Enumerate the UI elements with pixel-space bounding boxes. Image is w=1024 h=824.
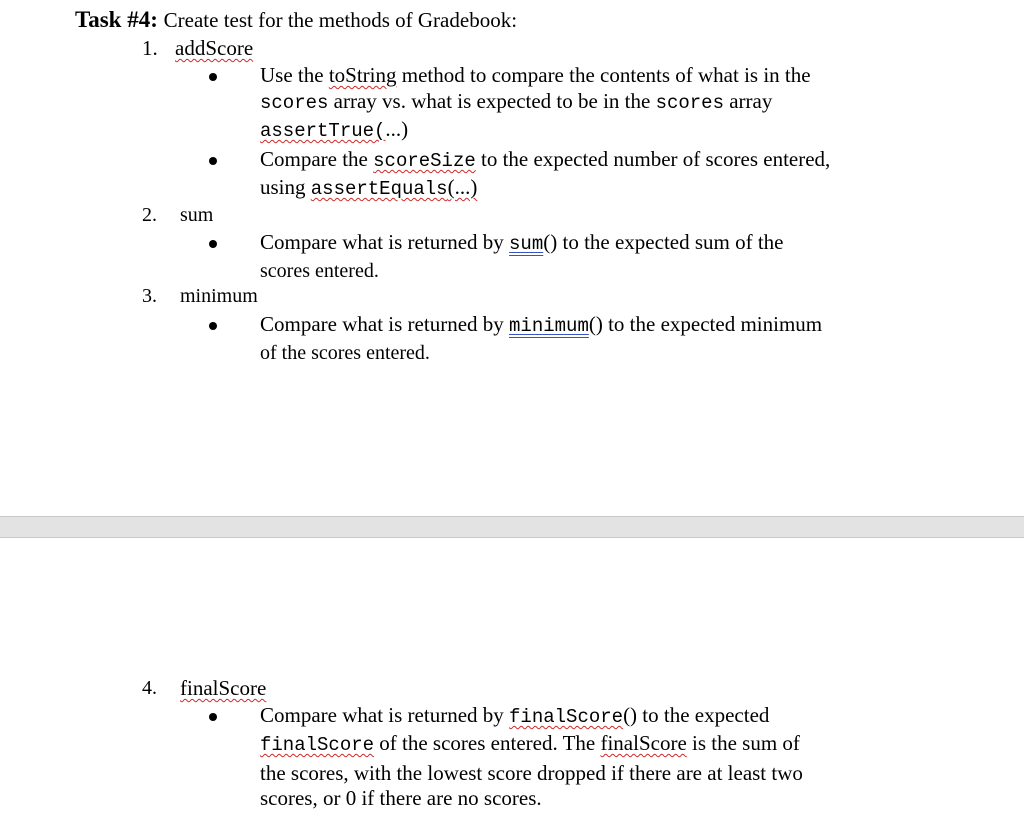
sum-bullet-line2: scores entered. [260, 260, 379, 282]
minimum-bullet-line2: of the scores entered. [260, 342, 430, 364]
list-number-3: 3. [142, 285, 157, 307]
document-page-2 [0, 538, 1024, 824]
minimum-bullet-line1: Compare what is returned by minimum() to the expected minimum [260, 312, 823, 337]
finalscore-bullet-line3: the scores, with the lowest score dropped if there are at least two [260, 761, 803, 785]
method-name-addscore: addScore [175, 36, 254, 60]
task-number: Task #4: [75, 7, 158, 32]
bullet-point [209, 322, 217, 330]
addscore-bullet1-line3: assertTrue(...) [260, 117, 409, 142]
list-number-4: 4. [142, 677, 157, 699]
addscore-bullet1-line2: scores array vs. what is expected to be in the scores array [260, 89, 773, 114]
bullet-point [209, 157, 217, 165]
bullet-point [209, 713, 217, 721]
list-number-1: 1. [142, 36, 158, 60]
task-heading-text: Create test for the methods of Gradebook: [163, 8, 518, 32]
sum-bullet-line1: Compare what is returned by sum() to the expected sum of the [260, 230, 784, 255]
method-name-sum: sum [180, 204, 214, 226]
finalscore-bullet-line4: scores, or 0 if there are no scores. [260, 786, 542, 810]
task-heading [75, 6, 517, 34]
addscore-bullet1-line1: Use the toString method to compare the contents of what is in the [260, 63, 811, 87]
finalscore-bullet-line2: finalScore of the scores entered. The finalScore is the sum of [260, 731, 800, 756]
method-name-finalscore: finalScore [180, 676, 267, 700]
finalscore-bullet-line1: Compare what is returned by finalScore() to the expected [260, 703, 770, 728]
bullet-point [209, 240, 217, 248]
method-name-minimum: minimum [180, 285, 258, 307]
page-break [0, 516, 1024, 538]
bullet-point [209, 73, 217, 81]
addscore-bullet2-line1: Compare the scoreSize to the expected number of scores entered, [260, 147, 831, 172]
list-number-2: 2. [142, 204, 157, 226]
addscore-bullet2-line2: using assertEquals(...) [260, 175, 478, 200]
